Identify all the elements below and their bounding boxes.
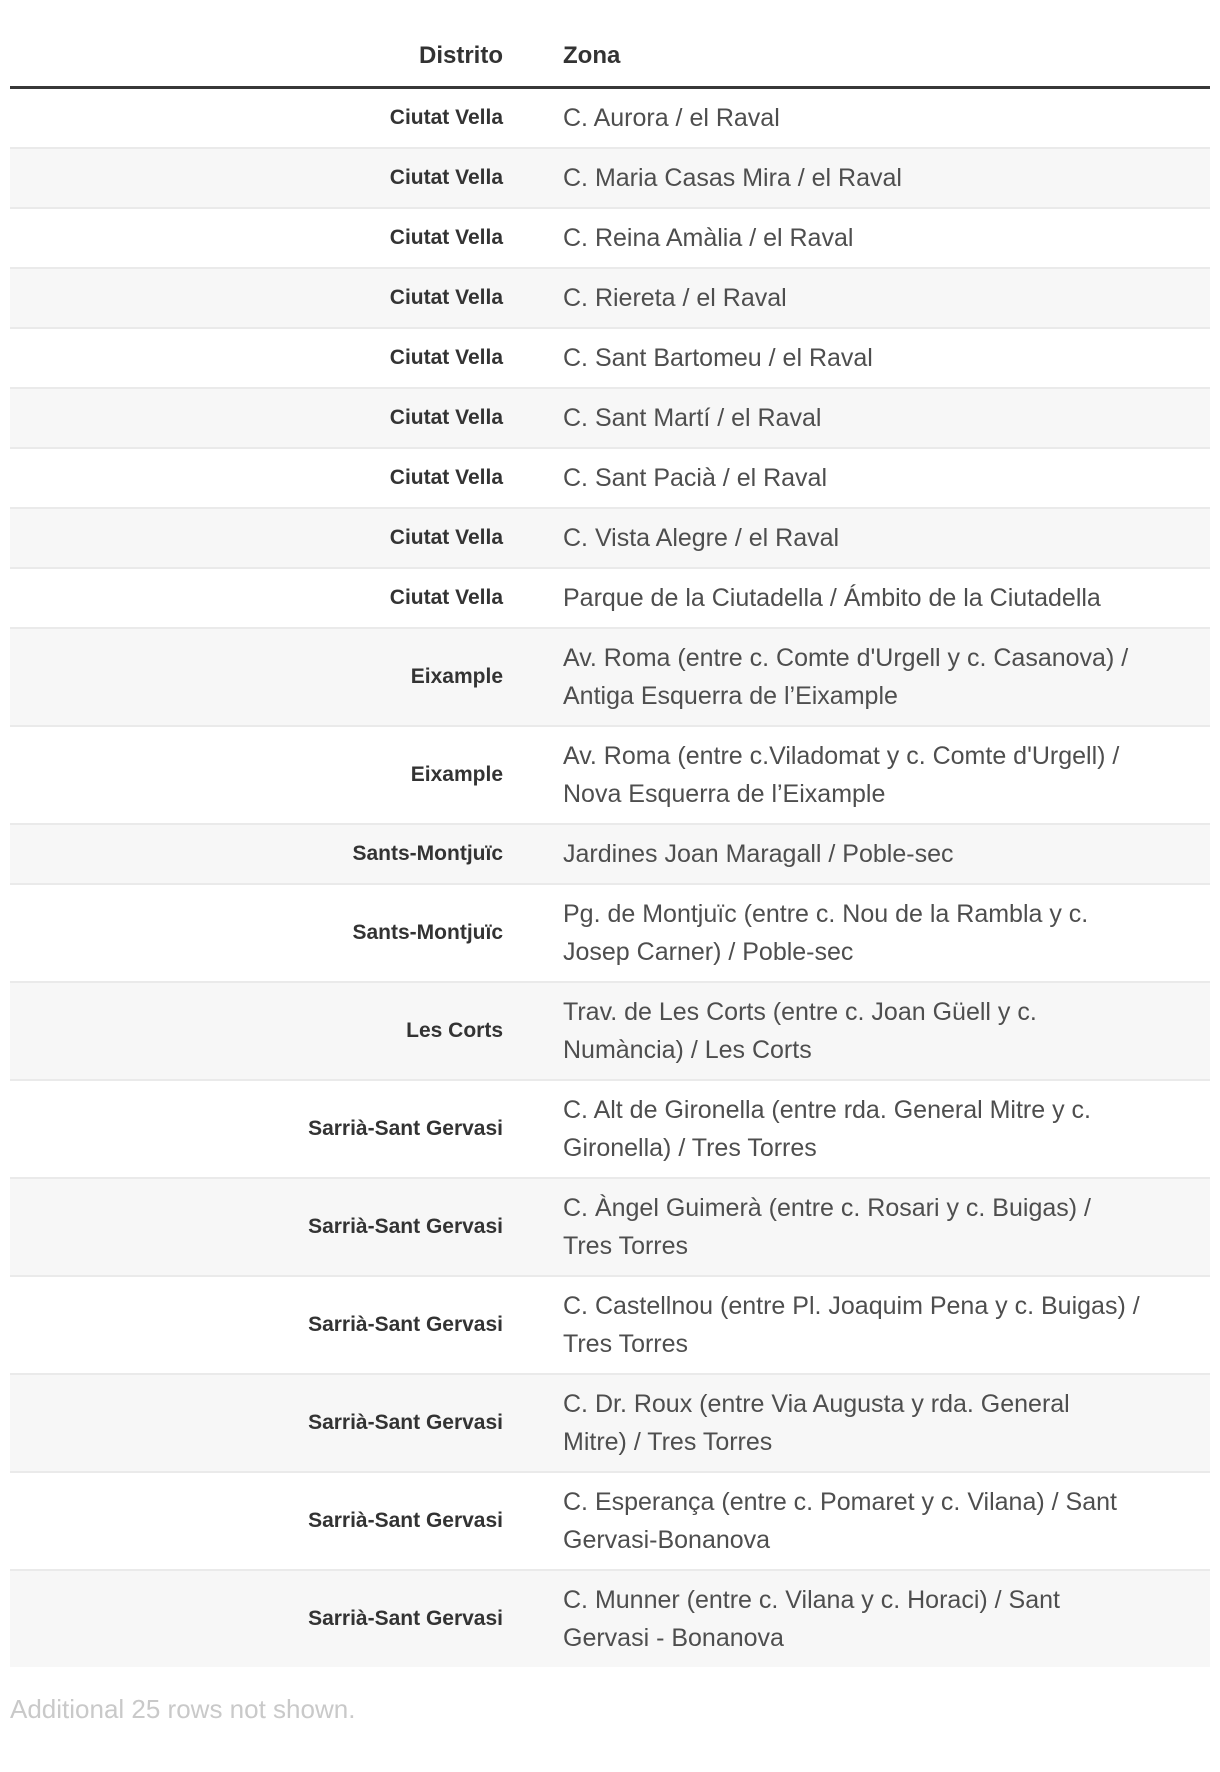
table-row <box>10 1178 1210 1276</box>
distrito-cell: Ciutat Vella <box>389 526 503 549</box>
zona-cell: Parque de la Ciutadella / Ámbito de la Ciutadella <box>563 584 1101 612</box>
distrito-cell: Ciutat Vella <box>389 586 503 609</box>
table-row <box>10 982 1210 1080</box>
rows-not-shown-note: Additional 25 rows not shown. <box>10 1694 356 1724</box>
zona-cell: Trav. de Les Corts (entre c. Joan Güell y c. Numància) / Les Corts <box>563 998 1037 1064</box>
column-header-zona: Zona <box>503 28 1210 88</box>
distrito-cell: Sants-Montjuïc <box>352 921 503 944</box>
distrito-cell: Ciutat Vella <box>389 346 503 369</box>
table-row <box>10 268 1210 328</box>
distrito-cell: Sarrià-Sant Gervasi <box>308 1117 503 1140</box>
zona-cell: Av. Roma (entre c. Comte d'Urgell y c. Casanova) / Antiga Esquerra de l’Eixample <box>563 644 1129 710</box>
zona-cell: Av. Roma (entre c.Viladomat y c. Comte d'Urgell) / Nova Esquerra de l’Eixample <box>563 742 1120 808</box>
table-row <box>10 1472 1210 1570</box>
distrito-cell: Eixample <box>410 763 503 786</box>
table-row <box>10 884 1210 982</box>
table-row <box>10 824 1210 884</box>
zona-cell: Jardines Joan Maragall / Poble-sec <box>563 840 954 868</box>
distrito-cell: Sants-Montjuïc <box>352 842 503 865</box>
table-row <box>10 1276 1210 1374</box>
table-row <box>10 628 1210 726</box>
table-row <box>10 1570 1210 1667</box>
distrito-cell: Sarrià-Sant Gervasi <box>308 1607 503 1630</box>
table-row <box>10 726 1210 824</box>
distrito-cell: Eixample <box>410 665 503 688</box>
zona-cell: C. Munner (entre c. Vilana y c. Horaci) / Sant Gervasi - Bonanova <box>563 1586 1060 1652</box>
zona-cell: C. Sant Martí / el Raval <box>563 404 822 432</box>
zona-cell: C. Esperança (entre c. Pomaret y c. Vilana) / Sant Gervasi-Bonanova <box>563 1488 1117 1554</box>
zona-cell: C. Sant Bartomeu / el Raval <box>563 344 873 372</box>
zona-cell: C. Reina Amàlia / el Raval <box>563 224 854 252</box>
table-row <box>10 388 1210 448</box>
column-header-distrito: Distrito <box>10 28 503 88</box>
table-row <box>10 1080 1210 1178</box>
distrito-cell: Sarrià-Sant Gervasi <box>308 1411 503 1434</box>
zona-cell: C. Àngel Guimerà (entre c. Rosari y c. Buigas) / Tres Torres <box>563 1194 1091 1260</box>
zona-cell: C. Maria Casas Mira / el Raval <box>563 164 902 192</box>
table-row <box>10 208 1210 268</box>
zones-table <box>10 28 1210 1667</box>
table-row <box>10 508 1210 568</box>
distrito-cell: Ciutat Vella <box>389 286 503 309</box>
table-row <box>10 568 1210 628</box>
distrito-cell: Ciutat Vella <box>389 106 503 129</box>
table-row <box>10 88 1210 149</box>
table-row <box>10 148 1210 208</box>
zona-cell: C. Riereta / el Raval <box>563 284 787 312</box>
zona-cell: C. Aurora / el Raval <box>563 104 780 132</box>
table-row <box>10 1374 1210 1472</box>
header-row <box>10 28 1210 88</box>
distrito-cell: Ciutat Vella <box>389 226 503 249</box>
distrito-cell: Sarrià-Sant Gervasi <box>308 1509 503 1532</box>
zona-cell: C. Castellnou (entre Pl. Joaquim Pena y c. Buigas) / Tres Torres <box>563 1292 1140 1358</box>
zona-cell: C. Alt de Gironella (entre rda. General Mitre y c. Gironella) / Tres Torres <box>563 1096 1091 1162</box>
zona-cell: Pg. de Montjuïc (entre c. Nou de la Rambla y c. Josep Carner) / Poble-sec <box>563 900 1089 966</box>
distrito-cell: Les Corts <box>406 1019 503 1042</box>
distrito-cell: Sarrià-Sant Gervasi <box>308 1313 503 1336</box>
zona-cell: C. Sant Pacià / el Raval <box>563 464 828 492</box>
distrito-cell: Sarrià-Sant Gervasi <box>308 1215 503 1238</box>
distrito-cell: Ciutat Vella <box>389 406 503 429</box>
zones-table-page <box>0 28 1220 1772</box>
distrito-cell: Ciutat Vella <box>389 166 503 189</box>
distrito-cell: Ciutat Vella <box>389 466 503 489</box>
table-row <box>10 328 1210 388</box>
table-row <box>10 448 1210 508</box>
zona-cell: C. Dr. Roux (entre Via Augusta y rda. General Mitre) / Tres Torres <box>563 1390 1070 1456</box>
zona-cell: C. Vista Alegre / el Raval <box>563 524 840 552</box>
table-body <box>10 88 1210 1668</box>
